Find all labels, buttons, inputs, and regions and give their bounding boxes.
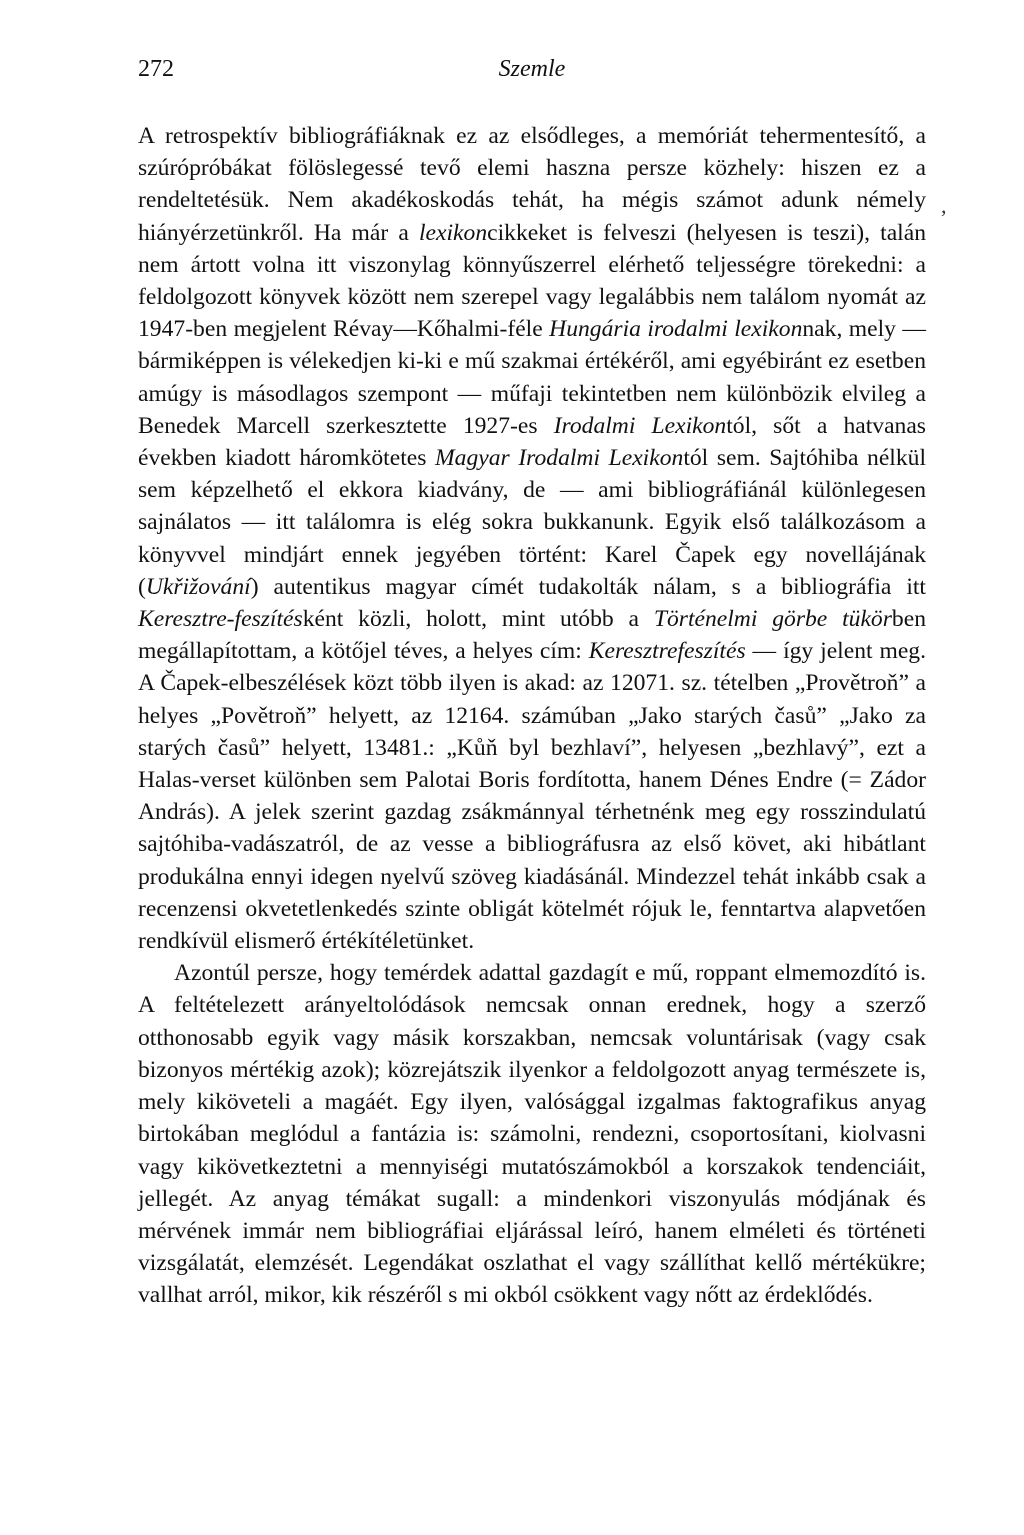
- page-body: [138, 120, 926, 1312]
- paragraph-1: A retrospektív bibliográfiáknak ez az elsődleges, a memóriát tehermentesítő, a szúrópróbákat fölöslegessé tevő elemi haszna persze közhely: hiszen ez a rendeltetésük. Nem akadékoskodás tehát, ha mégis számot adunk némely hiányérzetünkről. Ha már a lexikoncikkeket is felveszi (helyesen is teszi), talán nem ártott volna itt viszonylag könnyűszerrel elérhető teljességre törekedni: a feldolgozott könyvek között nem szerepel vagy legalábbis nem találom nyomát az 1947-ben megjelent Révay—Kőhalmi-féle Hungária irodalmi lexikonnak, mely — bármiképpen is vélekedjen ki-ki e mű szakmai értékéről, ami egyébiránt ez esetben amúgy is másodlagos szempont — műfaji tekintetben nem különbözik elvileg a Benedek Marcell szerkesztette 1927-es Irodalmi Lexikontól, sőt a hatvanas években kiadott háromkötetes Magyar Irodalmi Lexikontól sem. Sajtóhiba nélkül sem képzelhető el ekkora kiadvány, de — ami bibliográfiánál különlegesen sajnálatos — itt találomra is elég sokra bukkanunk. Egyik első találkozásom a könyvvel mindjárt ennek jegyében történt: Karel Čapek egy novellájának (Ukřižování) autentikus magyar címét tudakolták nálam, s a bibliográfia itt Keresztre-feszítésként közli, holott, mint utóbb a Történelmi görbe tükörben megállapítottam, a kötőjel téves, a helyes cím: Keresztrefeszítés — így jelent meg. A Čapek-elbeszélések közt több ilyen is akad: az 12071. sz. tételben „Provětroň” a helyes „Povětroň” helyett, az 12164. számúban „Jako starých časů” „Jako za starých časů” helyett, 13481.: „Kůň byl bezhlaví”, helyesen „bezhlavý”, ezt a Halas-verset különben sem Palotai Boris fordította, hanem Dénes Endre (= Zádor András). A jelek szerint gazdag zsákmánnyal térhetnénk meg egy rosszindulatú sajtóhiba-vadászatról, de az vesse a bibliográfusra az első követ, aki hibátlant produkálna ennyi idegen nyelvű szöveg kiadásánál. Mindezzel tehát inkább csak a recenzensi okvetetlenkedés szinte obligát kötelmét rójuk le, fenntartva alapvetően rendkívül elismerő értékítéletünket.: [138, 123, 927, 955]
- running-head: Szemle: [498, 56, 566, 82]
- paragraph-2: Azontúl persze, hogy temérdek adattal gazdagít e mű, roppant elmemozdító is. A feltételezett arányeltolódások nemcsak onnan erednek, hogy a szerző otthonosabb egyik vagy másik korszakban, nemcsak voluntárisak (vagy csak bizonyos mértékig azok); közrejátszik ilyenkor a feldolgozott anyag természete is, mely kiköveteli a magáét. Egy ilyen, valósággal izgalmas faktografikus anyag birtokában meglódul a fantázia is: számolni, rendezni, csoportosítani, kiolvasni vagy kikövetkeztetni a mennyiségi mutatószámokból a korszakok tendenciáit, jellegét. Az anyag témákat sugall: a mindenkori viszonyulás módjának és mérvének immár nem bibliográfiai eljárással leíró, hanem elméleti és történeti vizsgálatát, elemzését. Legendákat oszlathat el vagy szállíthat kellő mértékükre; vallhat arról, mikor, kik részéről s mi okból csökkent vagy nőtt az érdeklődés.: [138, 960, 926, 1309]
- page-header: [138, 56, 926, 90]
- margin-mark: ,: [941, 193, 947, 218]
- page-number: 272: [138, 56, 174, 82]
